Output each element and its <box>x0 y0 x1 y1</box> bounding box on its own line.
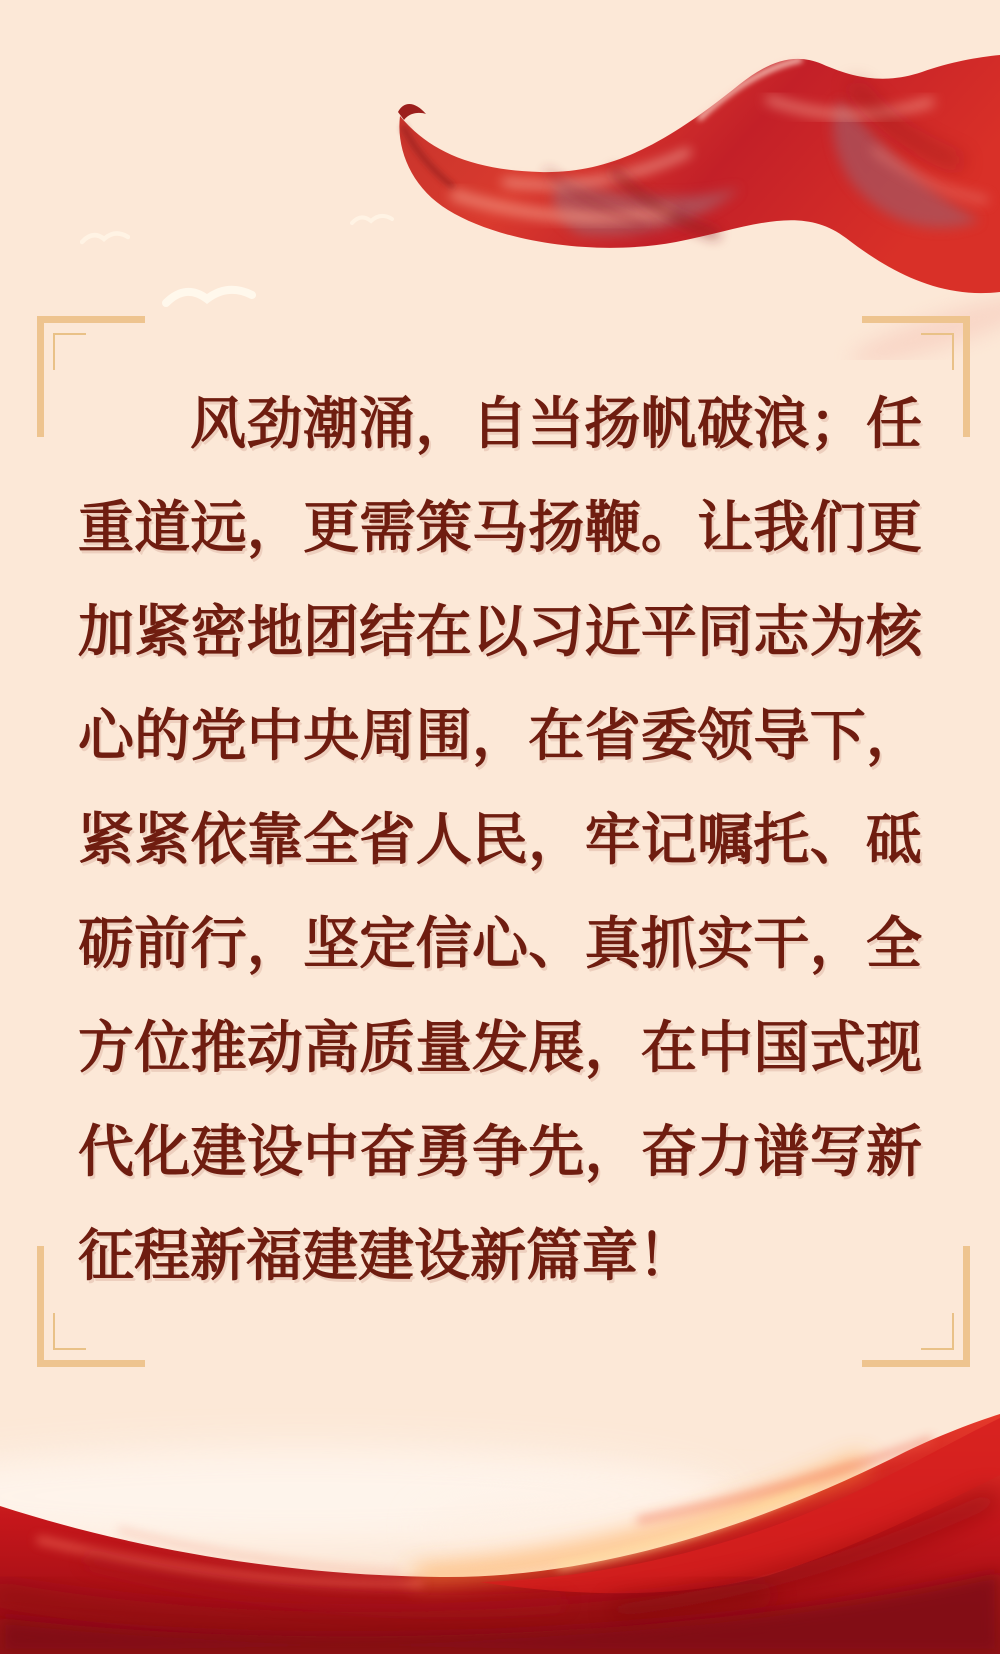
body-text-line: 砺前行，坚定信心、真抓实干，全 <box>78 912 922 975</box>
bird-icon <box>162 281 256 319</box>
body-text-line: 紧紧依靠全省人民，牢记嘱托、砥 <box>78 808 922 871</box>
body-text-line: 加紧密地团结在以习近平同志为核 <box>78 600 922 663</box>
frame-corner-inner-line <box>921 333 954 370</box>
body-text-line: 代化建设中奋勇争先，奋力谱写新 <box>78 1120 922 1183</box>
body-text-line: 心的党中央周围，在省委领导下， <box>78 704 922 767</box>
body-text-line: 征程新福建建设新篇章！ <box>78 1224 694 1287</box>
frame-corner-inner-line <box>53 333 86 370</box>
frame-corner-inner-line <box>921 1313 954 1350</box>
ribbon-tail-tip <box>398 104 426 120</box>
body-text <box>78 372 922 1308</box>
bird-icon <box>166 290 252 303</box>
body-text-line: 风劲潮涌，自当扬帆破浪；任 <box>190 392 922 455</box>
body-text-line: 方位推动高质量发展，在中国式现 <box>78 1016 922 1079</box>
body-text-line: 重道远，更需策马扬鞭。让我们更 <box>78 496 922 559</box>
bird-icon <box>352 216 392 223</box>
bird-icon <box>82 233 128 242</box>
red-silk-ribbon-graphic <box>0 0 1000 360</box>
bird-icon <box>80 228 130 250</box>
frame-corner-inner-line <box>53 1313 86 1350</box>
bird-icon <box>350 211 394 231</box>
red-silk-wave-graphic <box>0 1380 1000 1654</box>
